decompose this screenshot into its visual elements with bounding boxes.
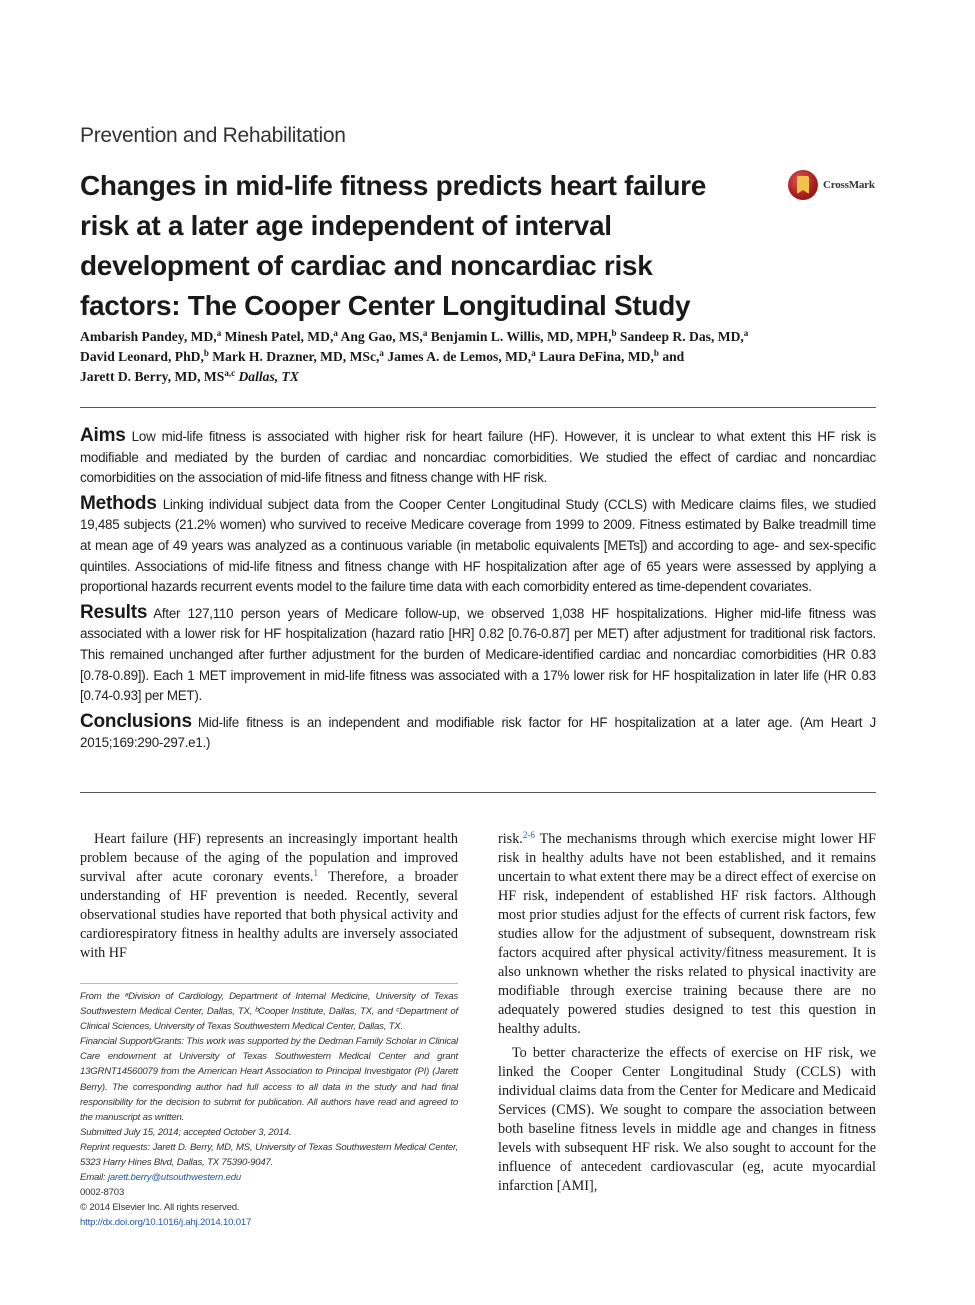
affiliation-mark: a [531,348,536,358]
author-name: Laura DeFina, MD, [539,349,654,364]
abstract-text: Linking individual subject data from the Cooper Center Longitudinal Study (CCLS) with Medicare claims files, we studied 19,485 subjects (21.2% women) who survived to receive Medicare coverage from 1999 to 2009. Fitness estimated by Balke treadmill time at mean age of 49 years was analyzed as a continuous variable (in metabolic equivalents [METs]) and according to age- and sex-specific quintiles. Associations of mid-life fitness and fitness change with HF hospitalization after age of 65 years were assessed by applying a proportional hazards recurrent events model to the failure time data with each comorbidity entered as time-dependent covariates. [80,496,876,595]
author-name: Ang Gao, MS, [340,329,423,344]
author-name: Jarett D. Berry, MD, MS [80,369,225,384]
footnotes [80,989,458,1231]
affiliation-mark: a [333,328,338,338]
divider-top [80,407,876,408]
abstract [80,426,876,759]
footnote-email: Email: jarett.berry@utsouthwestern.edu [80,1172,242,1184]
body-paragraph: risk.$^{2-6}$ The mechanisms through which exercise might lower HF risk in healthy adults have not been established, and it remains uncertain to what extent there may be a direct effect of exercise on HF risk, independent of established HF risk factors. Although most prior studies adjust for the effects of current risk factors, few studies allow for the adjustment of subsequent, downstream risk factors acquired after physical activity/fitness measurement. It is also unknown whether the risks related to physical inactivity are modifiable through exercise training because there are no adequately powered studies designed to test this question in healthy adults. [498,830,876,1037]
affiliation-mark: a,c [224,368,236,378]
divider-bottom [80,792,876,793]
title-line: Changes in mid-life fitness predicts heart failure [80,170,707,201]
author-name: Minesh Patel, MD, [224,329,334,344]
citation-link[interactable]: 1 [313,868,318,878]
abstract-text: After 127,110 person years of Medicare follow-up, we observed 1,038 HF hospitalizations. Higher mid-life fitness was associated with a lower risk for HF hospitalization (hazard ratio [HR] 0.82 [0.76-0.87] per MET) after adjustment for traditional risk factors. This remained unchanged after further adjustment for the burden of Medicare-identified cardiac and noncardiac comorbidities (HR 0.83 [0.78-0.89]). Each 1 MET improvement in mid-life fitness was associated with a 17% lower risk for HF hospitalization in later life (HR 0.83 [0.74-0.93] per MET). [80,605,876,704]
affiliation-mark: b [653,348,659,358]
title-line: risk at a later age independent of interval [80,210,612,241]
body-paragraph: To better characterize the effects of exercise on HF risk, we linked the Cooper Center Longitudinal Study (CCLS) with individual claims data from the Center for Medicare and Medicaid Services (CMS). We sought to compare the association between both baseline fitness levels in middle age and changes in fitness levels with subsequent HF risk. We also sought to account for the influence of antecedent cardiovascular (eg, acute myocardial infarction [AMI], [498,1045,876,1194]
abstract-heading: Methods [80,492,157,514]
email-link[interactable]: jarett.berry@utsouthwestern.edu [107,1172,242,1184]
abstract-methods [80,494,876,598]
footnote-copyright: © 2014 Elsevier Inc. All rights reserved. [80,1202,240,1214]
abstract-conclusions [80,712,876,754]
abstract-heading: Conclusions [80,710,192,732]
body-column-right [498,830,876,1196]
crossmark-badge[interactable] [788,168,880,202]
affiliation-mark: a [422,328,428,338]
author-name: Sandeep R. Das, MD, [619,329,744,344]
footnote-divider [80,983,458,984]
author-conjunction: and [662,349,685,364]
abstract-aims [80,426,876,489]
footnote-reprint: Reprint requests: Jarett D. Berry, MD, MS, University of Texas Southwestern Medical Center, 5323 Harry Hines Blvd, Dallas, TX 75390-9047. [80,1141,458,1169]
body-paragraph: Heart failure (HF) represents an increasingly important health problem because of the aging of the population and improved survival after acute coronary events.$^1$ Therefore, a broader understanding of HF prevention is needed. Recently, several observational studies have reported that both physical activity and cardiorespiratory fitness in healthy adults are inversely associated with HF [80,831,458,961]
section-label: Prevention and Rehabilitation [80,124,346,147]
affiliation-mark: a [743,328,749,338]
abstract-text: Mid-life fitness is an independent and modifiable risk factor for HF hospitalization at a later age. (Am Heart J 2015;169:290-297.e1.) [80,714,876,751]
footnote-funding: Financial Support/Grants: This work was supported by the Dedman Family Scholar in Clinical Care endowment at University of Texas Southwestern Medical Center and grant 13GRNT14560079 from the American Heart Association to Principal Investigator (PI) (Jarett Berry). The corresponding author had full access to all data in the study and had final responsibility for the decision to submit for publication. All authors have read and agreed to the manuscript as written. [80,1036,458,1123]
affiliation-mark: a [216,328,222,338]
footnote-issn: 0002-8703 [80,1187,125,1199]
crossmark-icon [788,170,818,200]
author-line [80,327,880,347]
author-list [80,327,880,387]
footnote-affiliations: From the ᵃDivision of Cardiology, Department of Internal Medicine, University of Texas Southwestern Medical Center, Dallas, TX, ᵇCooper Institute, Dallas, TX, and ᶜDepartment of Clinical Sciences, University of Texas Southwestern Medical Center, Dallas, TX. [80,991,458,1033]
author-name: Mark H. Drazner, MD, MSc, [212,349,380,364]
abstract-heading: Aims [80,425,126,446]
title-line: factors: The Cooper Center Longitudinal Study [80,290,691,321]
title-line: development of cardiac and noncardiac risk [80,250,653,281]
body-column-left [80,830,458,963]
abstract-text: Low mid-life fitness is associated with higher risk for heart failure (HF). However, it is unclear to what extent this HF risk is modifiable and mediated by the burden of cardiac and noncardiac comorbidities. We studied the effect of cardiac and noncardiac comorbidities on the association of mid-life fitness and fitness change with HF risk. [80,429,876,486]
affiliation-mark: b [611,328,617,338]
author-location: Dallas, TX [238,369,299,384]
affiliation-mark: b [203,348,209,358]
author-name: David Leonard, PhD, [80,349,204,364]
author-line [80,347,880,367]
doi-link[interactable]: http://dx.doi.org/10.1016/j.ahj.2014.10.017 [80,1217,252,1229]
author-name: James A. de Lemos, MD, [387,349,532,364]
abstract-results [80,603,876,707]
footnote-submitted: Submitted July 15, 2014; accepted October 3, 2014. [80,1126,292,1138]
crossmark-label: CrossMark [823,179,875,191]
citation-link[interactable]: 2-6 [522,830,535,840]
affiliation-mark: a [379,348,384,358]
abstract-heading: Results [80,601,148,623]
author-line [80,367,880,387]
article-title [80,166,780,326]
author-name: Ambarish Pandey, MD, [80,329,217,344]
author-name: Benjamin L. Willis, MD, MPH, [430,329,612,344]
